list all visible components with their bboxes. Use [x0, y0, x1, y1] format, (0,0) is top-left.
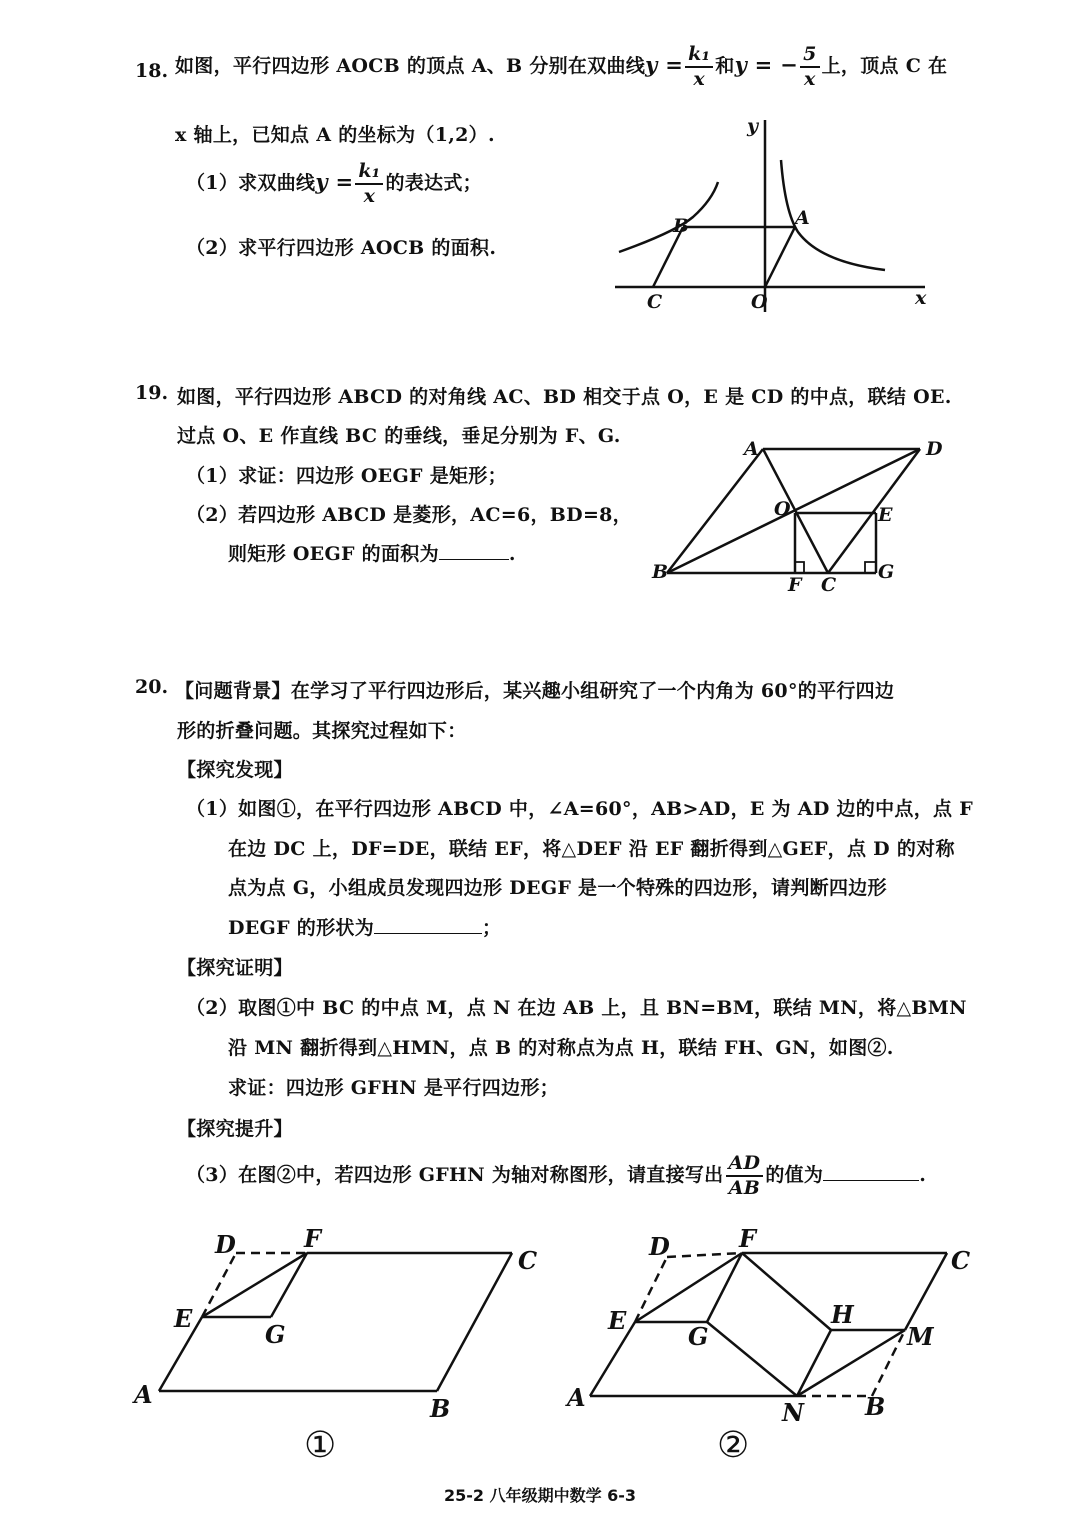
fig18-label-A: A: [795, 207, 810, 229]
fig19-label-F: F: [788, 574, 802, 596]
fig18-label-y: y: [747, 115, 759, 137]
q20-p2-line1: （2）取图①中 BC 的中点 M，点 N 在边 AB 上，且 BN=BM，联结 MN，将△BMN: [186, 997, 967, 1019]
q18-line1: [175, 45, 947, 89]
q18-and: 和: [715, 55, 735, 77]
q18-k1-fraction: $\frac{\text{k₁}}{x}$: [685, 45, 713, 89]
fig2-label-F: F: [739, 1224, 757, 1253]
q20-heading-3: 【探究提升】: [177, 1118, 293, 1140]
fig19-label-A: A: [744, 438, 759, 460]
q20-p1-line1: （1）如图①，在平行四边形 ABCD 中，∠A=60°，AB>AD，E 为 AD 边的中点，点 F: [186, 798, 974, 820]
q18-yeq: y =: [645, 52, 684, 77]
fig2-label-N: N: [782, 1398, 804, 1427]
fig1-label-E: E: [174, 1304, 193, 1333]
q20-p3-answer-blank[interactable]: [823, 1162, 919, 1181]
fig19-label-G: G: [878, 561, 895, 583]
fig19-label-B: B: [652, 561, 669, 583]
fig18-label-B: B: [673, 215, 690, 237]
fig2-label-G: G: [688, 1322, 709, 1351]
q20-p1-answer-blank[interactable]: [374, 915, 482, 934]
q20-ad-ab-fraction: $\frac{AD}{AB}$: [726, 1154, 764, 1198]
q20-p2-line3: 求证：四边形 GFHN 是平行四边形；: [228, 1077, 559, 1099]
q20-bg-line2: 形的折叠问题。其探究过程如下：: [177, 720, 467, 742]
fig19-label-C: C: [821, 574, 837, 596]
q19-answer-blank[interactable]: [439, 541, 509, 560]
q19-part2b: 则矩形 OEGF 的面积为 .: [228, 543, 516, 565]
fig2-label-D: D: [649, 1232, 670, 1261]
q20-figure-1: [130, 1225, 550, 1465]
q18-number: 18.: [135, 60, 169, 82]
segment-FH: [742, 1253, 831, 1330]
fig1-caption: ①: [304, 1425, 337, 1466]
fig2-label-M: M: [907, 1322, 934, 1351]
fig19-label-O: O: [774, 498, 791, 520]
q18-line1-a: 如图，平行四边形 AOCB 的顶点 A、B 分别在双曲线: [175, 55, 646, 77]
q19-part2: （2）若四边形 ABCD 是菱形，AC=6，BD=8，: [186, 504, 632, 526]
right-angle-G: [865, 562, 876, 573]
segment-AB: [667, 449, 763, 573]
fig18-label-x: x: [915, 287, 927, 309]
fig2-label-C: C: [951, 1246, 971, 1275]
fig2-label-B: B: [865, 1392, 886, 1421]
dashed-DF: [667, 1253, 742, 1257]
fig18-label-O: O: [751, 291, 768, 313]
fig2-label-H: H: [831, 1300, 854, 1329]
fig1-label-B: B: [430, 1394, 451, 1423]
q20-p1-line2: 在边 DC 上，DF=DE，联结 EF，将△DEF 沿 EF 翻折得到△GEF，点 D 的对称: [228, 838, 955, 860]
hyperbola-left: [619, 182, 718, 252]
right-angle-F: [795, 562, 804, 573]
q19-line2: 过点 O、E 作直线 BC 的垂线，垂足分别为 F、G.: [177, 425, 621, 447]
segment-BC: [437, 1253, 512, 1391]
page-footer: 25-2 八年级期中数学 6-3: [443, 1486, 637, 1505]
q20-number: 20.: [135, 676, 169, 698]
q19-part1: （1）求证：四边形 OEGF 是矩形；: [186, 465, 507, 487]
q18-line1-b: 上，顶点 C 在: [821, 55, 948, 77]
fig1-label-A: A: [134, 1380, 153, 1409]
q20-p1-line3: 点为点 G，小组成员发现四边形 DEGF 是一个特殊的四边形，请判断四边形: [228, 877, 887, 899]
q20-p1-line4: DEGF 的形状为 ；: [228, 917, 502, 939]
q20-bg-line1: 【问题背景】在学习了平行四边形后，某兴趣小组研究了一个内角为 60°的平行四边: [175, 680, 895, 702]
q18-part1-fraction: $\frac{\text{k₁}}{x}$: [355, 162, 383, 206]
fig2-caption: ②: [717, 1425, 750, 1466]
fig2-label-E: E: [608, 1306, 627, 1335]
q18-line2: x 轴上，已知点 A 的坐标为（1,2）.: [175, 124, 495, 146]
q20-heading-2: 【探究证明】: [177, 957, 293, 979]
segment-AO: [765, 227, 795, 287]
q19-number: 19.: [135, 382, 169, 404]
fig1-label-F: F: [304, 1224, 322, 1253]
fig19-label-E: E: [878, 504, 893, 526]
q18-part1: （1）求双曲线y = $\frac{\text{k₁}}{x}$ 的表达式；: [186, 160, 482, 207]
q18-five-fraction: $\frac{5}{x}$: [800, 45, 820, 89]
fig18-label-C: C: [647, 291, 663, 313]
fig1-label-D: D: [215, 1230, 236, 1259]
q19-figure: [650, 435, 950, 595]
segment-MC: [905, 1253, 947, 1330]
q20-p3: （3）在图②中，若四边形 GFHN 为轴对称图形，请直接写出 $\frac{AD}{AB}$ 的值为 .: [186, 1152, 927, 1199]
fig2-label-A: A: [567, 1383, 586, 1412]
q20-p2-line2: 沿 MN 翻折得到△HMN，点 B 的对称点为点 H，联结 FH、GN，如图②.: [228, 1037, 894, 1059]
q19-line1: 如图，平行四边形 ABCD 的对角线 AC、BD 相交于点 O，E 是 CD 的中点，联结 OE.: [177, 386, 952, 408]
fig19-label-D: D: [926, 438, 943, 460]
segment-DC: [828, 449, 920, 573]
q18-part2: （2）求平行四边形 AOCB 的面积.: [186, 237, 497, 259]
q18-yeq2: y = −: [734, 52, 799, 77]
fig1-label-C: C: [518, 1246, 538, 1275]
q18-figure: [615, 112, 945, 322]
fig1-label-G: G: [265, 1320, 286, 1349]
q20-heading-1: 【探究发现】: [177, 759, 293, 781]
segment-GN: [707, 1322, 797, 1396]
q20-figure-2: [565, 1225, 985, 1465]
